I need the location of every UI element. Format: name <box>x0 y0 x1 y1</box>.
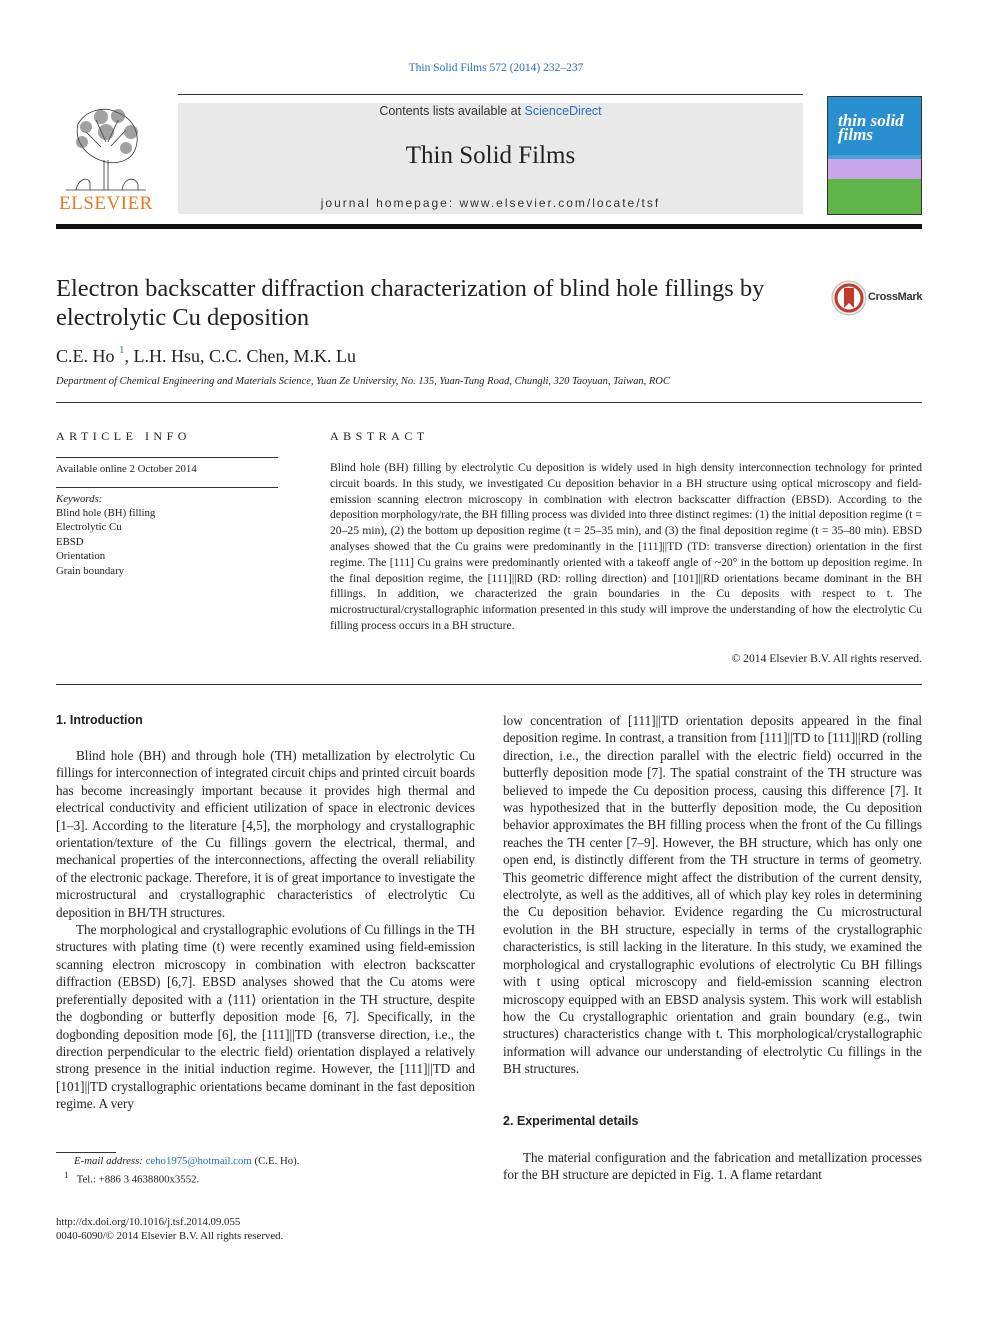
email-link[interactable]: ceho1975@hotmail.com <box>145 1155 252 1167</box>
journal-homepage[interactable]: journal homepage: www.elsevier.com/locate/tsf <box>320 196 661 210</box>
email-label: E-mail address: <box>74 1155 146 1167</box>
available-online: Available online 2 October 2014 <box>56 463 197 475</box>
tel-footnote-marker: 1 <box>64 1170 69 1180</box>
author-first[interactable]: C.E. Ho <box>56 346 115 366</box>
footnote-rule <box>56 1152 116 1153</box>
paragraph: Blind hole (BH) and through hole (TH) metallization by electrolytic Cu fillings for interconnection of integrated circuit chips and printed circuit boards has become increasingly important because it provides high thermal and electrical conductivity and efficient utilization of space in electronic devices [1–3]. According to the literature [4,5], the morphology and crystallographic orientation/texture of the Cu fillings govern the electrical, thermal, and mechanical properties of the interconnections, affecting the overall reliability of the electronic package. Therefore, it is of great importance to investigate the microstructural and crystallographic characteristics of electrolytic Cu deposition in BH/TH structures. <box>56 748 475 920</box>
author-footnote-marker[interactable]: 1 <box>119 344 125 356</box>
body-right-column <box>503 712 922 1078</box>
paragraph: low concentration of [111]||TD orientation deposits appeared in the final deposition regime. In contrast, a transition from [111]||TD to [111]||RD (rolling direction, i.e., the direction parallel with the electric field) occurred in the butterfly deposition mode [7]. The spatial constraint of the TH structure was believed to impede the Cu deposition process, causing this difference [7]. It was hypothesized that in the butterfly deposition mode, the Cu deposition behavior approximates the BH filling process when the front of the Cu fillings reaches the TH center [7–9]. However, the BH structure, which has only one open end, is distinctly different from the TH structure in terms of geometry. This geometric difference might affect the distribution of the current density, electrolyte, as well as the additives, all of which play key roles in determining the Cu deposition behavior. Evidence regarding the Cu microstructural evolution in the BH structure, especially in terms of the crystallographic characteristics, is still lacking in the literature. In this study, we examined the morphological and crystallographic evolutions of electrolytic Cu BH fillings with t using optical microscopy and field-emission scanning electron microscopy equipped with an EBSD analysis system. This work will establish how the Cu crystallographic orientation and grain boundary (e.g., twin structures) characteristics change with t. This morphological/crystallographic information will advance our understanding of electrolytic Cu fillings in the BH structures. <box>503 713 922 1077</box>
cover-green-band <box>828 179 921 214</box>
keyword: Orientation <box>56 550 106 563</box>
doi-link[interactable]: http://dx.doi.org/10.1016/j.tsf.2014.09.055 <box>56 1216 241 1228</box>
paragraph: The morphological and crystallographic evolutions of Cu fillings in the TH structures with plating time (t) were recently examined using field-emission scanning electron microscopy in combination with electron backscatter diffraction (EBSD) [6,7]. EBSD analyses showed that the Cu atoms were preferentially deposited with a ⟨111⟩ orientation in the TH structure, despite the dogbonding or butterfly deposition mode [6, 7]. Specifically, in the dogbonding deposition mode [6], the [111]||TD (transverse direction, i.e., the direction perpendicular to the electric field) orientation displayed a relatively strong presence in the initial induction regime. However, the [111]||TD and [101]||TD crystallographic orientations became dominant in the fast deposition regime. A very <box>56 922 475 1112</box>
body-left-column <box>56 747 475 1113</box>
sciencedirect-link[interactable]: ScienceDirect <box>524 104 602 118</box>
contents-prefix: Contents lists available at <box>379 104 525 118</box>
section-heading-experimental: 2. Experimental details <box>503 1114 639 1128</box>
footnote-email <box>74 1154 299 1169</box>
paragraph: The material configuration and the fabrication and metallization processes for the BH structure are depicted in Fig. 1. A flame retardant <box>503 1150 922 1183</box>
issn-line: 0040-6090/© 2014 Elsevier B.V. All rights reserved. <box>56 1230 284 1242</box>
header-rule <box>178 94 803 95</box>
contents-line <box>178 104 803 118</box>
cover-purple-band <box>828 159 921 179</box>
tel-text: Tel.: +886 3 4638800x3552. <box>76 1173 200 1186</box>
keyword: Grain boundary <box>56 564 125 577</box>
journal-cover-image[interactable] <box>827 96 922 215</box>
cover-title: thin solid films <box>838 111 904 144</box>
journal-reference[interactable]: Thin Solid Films 572 (2014) 232–237 <box>408 62 584 74</box>
header-thick-rule <box>56 224 922 229</box>
article-info-heading: ARTICLE INFO <box>56 429 191 443</box>
section-heading-introduction: 1. Introduction <box>56 713 143 727</box>
crossmark-label[interactable]: CrossMark <box>868 291 923 303</box>
keywords-list <box>56 506 155 578</box>
affiliation: Department of Chemical Engineering and Materials Science, Yuan Ze University, No. 135, Yuan-Tung Road, Chungli, 320 Taoyuan, Taiwan, ROC <box>56 376 670 387</box>
keyword: EBSD <box>56 535 84 548</box>
abstract-copyright: © 2014 Elsevier B.V. All rights reserved. <box>731 652 922 665</box>
affiliation-rule <box>56 402 922 403</box>
elsevier-wordmark: ELSEVIER <box>59 193 153 214</box>
keyword: Electrolytic Cu <box>56 521 122 534</box>
article-info-rule-1 <box>56 457 278 458</box>
abstract-text: Blind hole (BH) filling by electrolytic Cu deposition is widely used in high density interconnection technology for printed circuit boards. In this study, we investigated Cu deposition behavior in a BH structure using optical microscopy and field-emission scanning electron microscopy in combination with electron backscatter diffraction (EBSD). According to the deposition morphology/rate, the BH filling process was divided into three distinct regimes: (1) the initial deposition regime (t = 20–25 min), (2) the bottom up deposition regime (t = 25–35 min), and (3) the final deposition regime (t = 35–80 min). EBSD analyses showed that the Cu grains were predominantly in the [111]||TD (TD: transverse direction) orientation in the first regime. The [111] Cu grains were predominantly oriented with a takeoff angle of ~20° in the bottom up deposition regime. In the final deposition regime, the [111]||RD (RD: rolling direction) and [101]||RD orientations became dominant in the BH fillings. In addition, we characterized the grain boundaries in the Cu deposits with respect to t. The microstructural/crystallographic information presented in this study will improve the understanding of how the electrolytic Cu filling process occurs in a BH structure. <box>330 461 922 632</box>
footnote-tel <box>64 1168 199 1187</box>
article-info-rule-2 <box>56 487 278 488</box>
abstract-heading: ABSTRACT <box>330 429 429 443</box>
abstract-rule <box>56 684 922 685</box>
article-title: Electron backscatter diffraction characterization of blind hole fillings by electrolytic Cu deposition <box>56 275 765 331</box>
journal-title: Thin Solid Films <box>405 142 576 169</box>
crossmark-icon[interactable] <box>831 280 867 316</box>
keywords-label: Keywords: <box>56 493 103 505</box>
email-suffix: (C.E. Ho). <box>251 1155 300 1167</box>
keyword: Blind hole (BH) filling <box>56 507 156 519</box>
body-right-column-2 <box>503 1149 922 1184</box>
author-rest: , L.H. Hsu, C.C. Chen, M.K. Lu <box>124 346 357 366</box>
author-list <box>56 346 356 367</box>
